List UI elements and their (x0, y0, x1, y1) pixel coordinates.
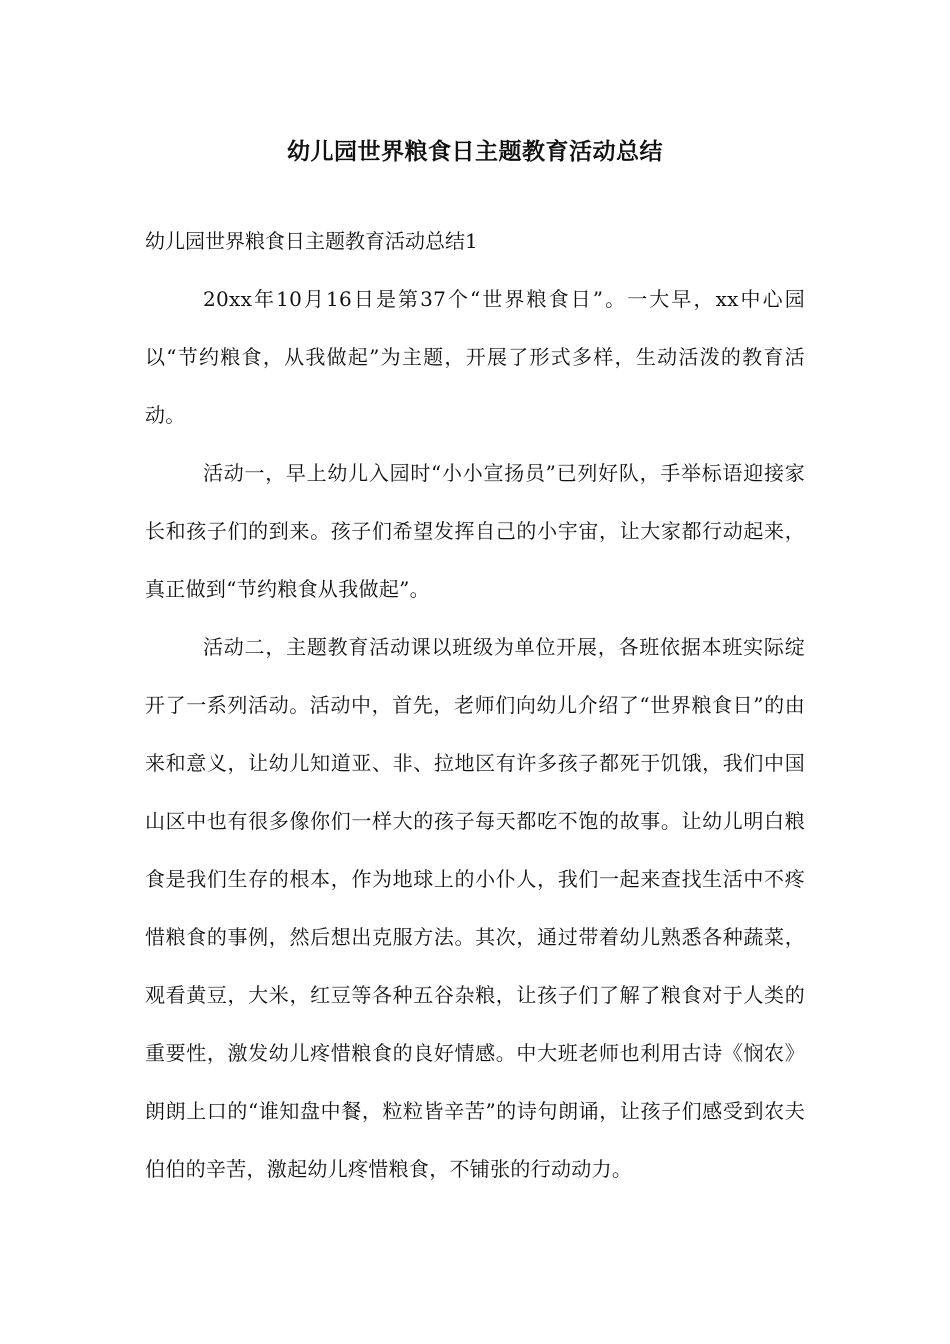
document-page (145, 130, 805, 1198)
paragraph-intro: 20xx年10月16日是第37个“世界粮食日”。一大早，xx中心园以“节约粮食，从我做起”为主题，开展了形式多样，生动活泼的教育活动。 (145, 287, 805, 427)
paragraph-activity-two: 活动二，主题教育活动课以班级为单位开展，各班依据本班实际绽开了一系列活动。活动中，首先，老师们向幼儿介绍了“世界粮食日”的由来和意义，让幼儿知道亚、非、拉地区有许多孩子都死于饥饿，我们中国山区中也有很多像你们一样大的孩子每天都吃不饱的故事。让幼儿明白粮食是我们生存的根本，作为地球上的小仆人，我们一起来查找生活中不疼惜粮食的事例，然后想出克服方法。其次，通过带着幼儿熟悉各种蔬菜，观看黄豆，大米，红豆等各种五谷杂粮，让孩子们了解了粮食对于人类的重要性，激发幼儿疼惜粮食的良好情感。中大班老师也利用古诗《悯农》朗朗上口的“谁知盘中餐，粒粒皆辛苦”的诗句朗诵，让孩子们感受到农夫伯伯的辛苦，激起幼儿疼惜粮食，不铺张的行动动力。 (145, 635, 805, 1181)
document-title: 幼儿园世界粮食日主题教育活动总结 (287, 138, 663, 165)
document-subtitle: 幼儿园世界粮食日主题教育活动总结1 (145, 229, 478, 253)
paragraph-activity-one: 活动一，早上幼儿入园时“小小宣扬员”已列好队，手举标语迎接家长和孩子们的到来。孩子们希望发挥自己的小宇宙，让大家都行动起来，真正做到“节约粮食从我做起”。 (145, 461, 805, 601)
